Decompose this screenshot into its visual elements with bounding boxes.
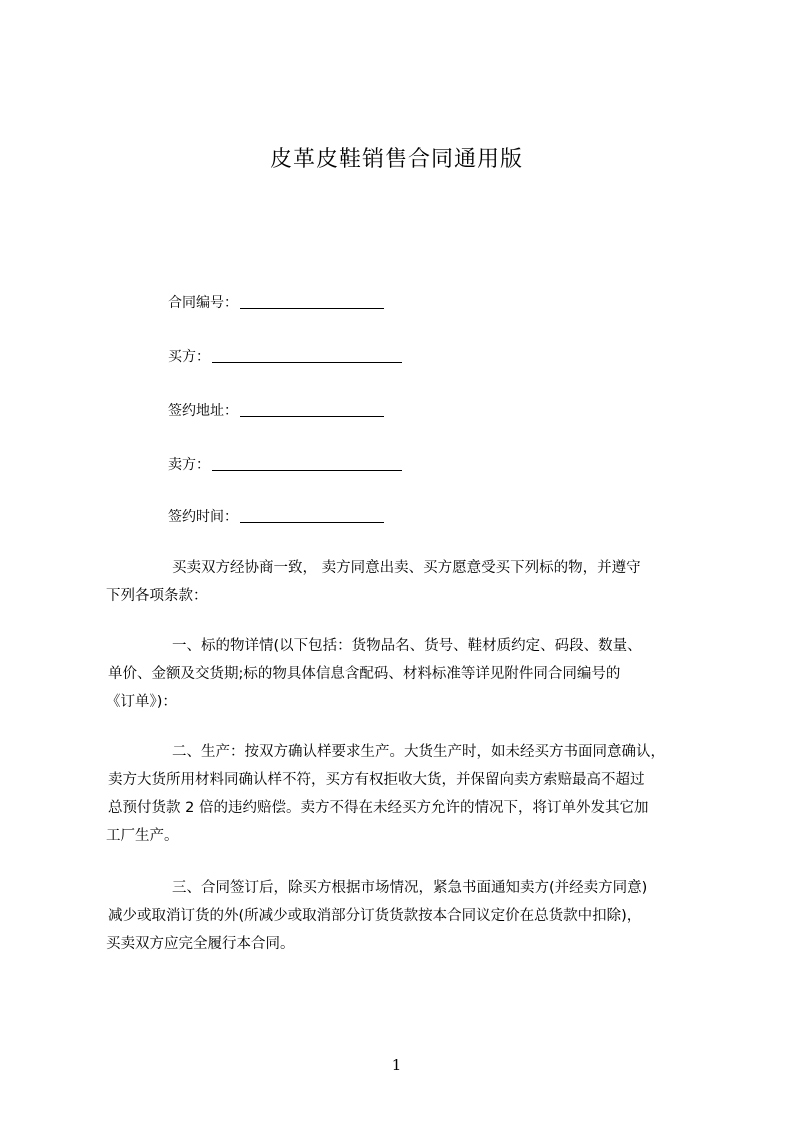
clause-3-line-1: 三、合同签订后，除买方根据市场情况，紧急书面通知卖方(并经卖方同意) bbox=[172, 880, 648, 896]
clause-3-line-2: 减少或取消订货的外(所减少或取消部分订货货款按本合同议定价在总货款中扣除)， bbox=[108, 908, 642, 924]
sign-place-blank bbox=[240, 404, 384, 417]
sign-time-field bbox=[168, 506, 384, 526]
intro-line-2: 下列各项条款： bbox=[106, 588, 208, 604]
seller-label: 卖方： bbox=[168, 457, 210, 473]
buyer-field bbox=[168, 346, 402, 366]
sign-place-field bbox=[168, 400, 384, 420]
clause-1-paragraph bbox=[108, 632, 642, 716]
page-number: 1 bbox=[391, 1056, 402, 1074]
buyer-blank bbox=[212, 350, 402, 363]
document-title: 皮革皮鞋销售合同通用版 bbox=[269, 147, 523, 172]
buyer-label: 买方： bbox=[168, 349, 210, 365]
contract-number-field bbox=[168, 292, 384, 312]
contract-number-blank bbox=[240, 296, 384, 309]
clause-3-line-3: 买卖双方应完全履行本合同。 bbox=[106, 936, 295, 952]
clause-2-line-2: 卖方大货所用材料同确认样不符，买方有权拒收大货，并保留向卖方索赔最高不超过 bbox=[108, 772, 645, 788]
intro-line-1: 买卖双方经协商一致， 卖方同意出卖、买方愿意受买下列标的物，并遵守 bbox=[172, 560, 641, 576]
seller-field bbox=[168, 454, 402, 474]
clause-1-line-1: 一、标的物详情(以下包括：货物品名、货号、鞋材质约定、码段、数量、 bbox=[172, 638, 642, 654]
seller-blank bbox=[212, 458, 402, 471]
clause-1-line-3: 《订单》)： bbox=[106, 694, 177, 710]
intro-paragraph bbox=[106, 554, 641, 610]
sign-time-blank bbox=[240, 510, 384, 523]
contract-number-label: 合同编号： bbox=[168, 295, 238, 311]
clause-2-paragraph bbox=[108, 738, 665, 850]
clause-2-line-3: 总预付货款 2 倍的违约赔偿。卖方不得在未经买方允许的情况下，将订单外发其它加 bbox=[108, 800, 649, 816]
sign-time-label: 签约时间： bbox=[168, 509, 238, 525]
clause-2-line-1: 二、生产：按双方确认样要求生产。大货生产时，如未经买方书面同意确认， bbox=[172, 744, 665, 760]
clause-1-line-2: 单价、金额及交货期;标的物具体信息含配码、材料标准等详见附件同合同编号的 bbox=[108, 666, 621, 682]
clause-3-paragraph bbox=[108, 874, 647, 958]
sign-place-label: 签约地址： bbox=[168, 403, 238, 419]
clause-2-line-4: 工厂生产。 bbox=[106, 828, 179, 844]
